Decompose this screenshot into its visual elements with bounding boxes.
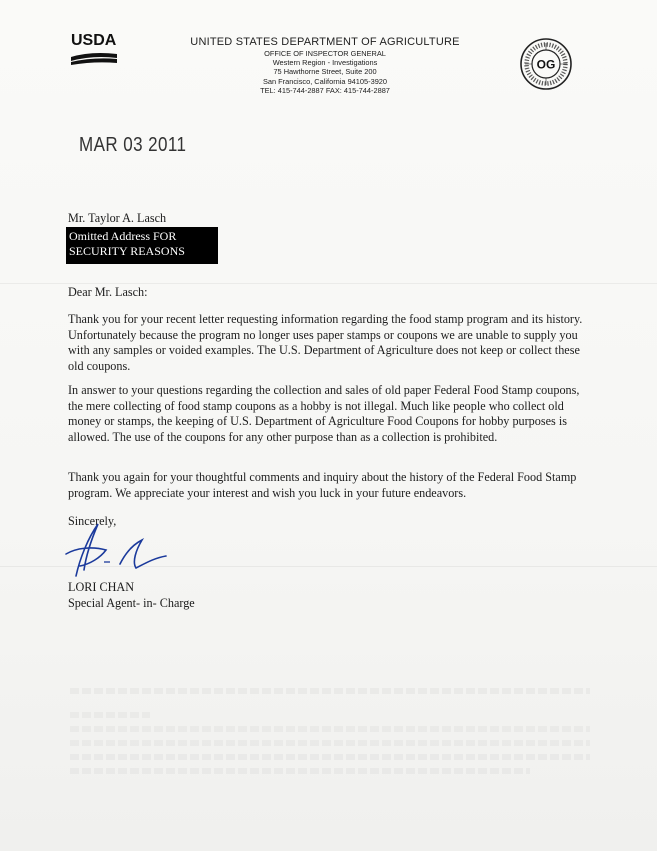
oig-seal [519,37,573,91]
bleed-through [70,712,150,718]
usda-logo-text: USDA [71,32,117,49]
paragraph: Thank you again for your thoughtful comments and inquiry about the history of the Federal Food Stamp program. We appreciate your interest and wish you luck in your future endeavors. [68,470,577,500]
street-address: 75 Hawthorne Street, Suite 200 [273,67,377,77]
recipient-name: Mr. Taylor A. Lasch [68,211,167,225]
date-stamp: MAR 03 2011 [79,134,187,156]
redacted-line: SECURITY REASONS [69,243,185,258]
bleed-through [70,726,590,732]
phone-fax: TEL: 415-744-2887 FAX: 415-744-2887 [260,85,390,95]
oig-seal-icon [519,37,573,91]
region-name: Western Region - Investigations [272,58,378,68]
department-name: UNITED STATES DEPARTMENT OF AGRICULTURE [190,36,460,48]
bleed-through [70,768,530,774]
bleed-through [70,754,590,760]
paragraph: Thank you for your recent letter requesting information regarding the food stamp program and its history. Unfortunately because the program no longer uses paper stamps or coupons we are unable to supply you with any samples or voided examples. The U.S. Department of Agriculture does not keep or collect these old coupons. [68,312,583,373]
closing: Sincerely, [68,514,117,528]
city-address: San Francisco, California 94105-3920 [262,76,388,86]
paragraph: In answer to your questions regarding the collection and sales of old paper Federal Food Stamp coupons, the mere collecting of food stamp coupons as a hobby is not illegal. Much like people who collect old money or stamps, the keeping of U.S. Department of Agriculture Food Coupons for hobby purposes is allowed. The use of the coupons for any other purpose than as a collection is prohibited. [68,383,580,444]
bleed-through [70,740,590,746]
signer-name: LORI CHAN [68,580,135,594]
usda-swoosh-icon [71,51,117,65]
handwritten-signature [62,518,172,588]
usda-logo [71,33,119,67]
letterhead [175,36,475,95]
salutation: Dear Mr. Lasch: [68,285,148,299]
seal-text: OG [536,57,556,72]
fold-line [0,283,657,284]
redacted-address [66,227,218,264]
office-name: OFFICE OF INSPECTOR GENERAL [264,49,386,58]
redacted-line: Omitted Address FOR [69,229,177,243]
signer-title: Special Agent- in- Charge [68,596,195,610]
bleed-through [70,688,590,694]
